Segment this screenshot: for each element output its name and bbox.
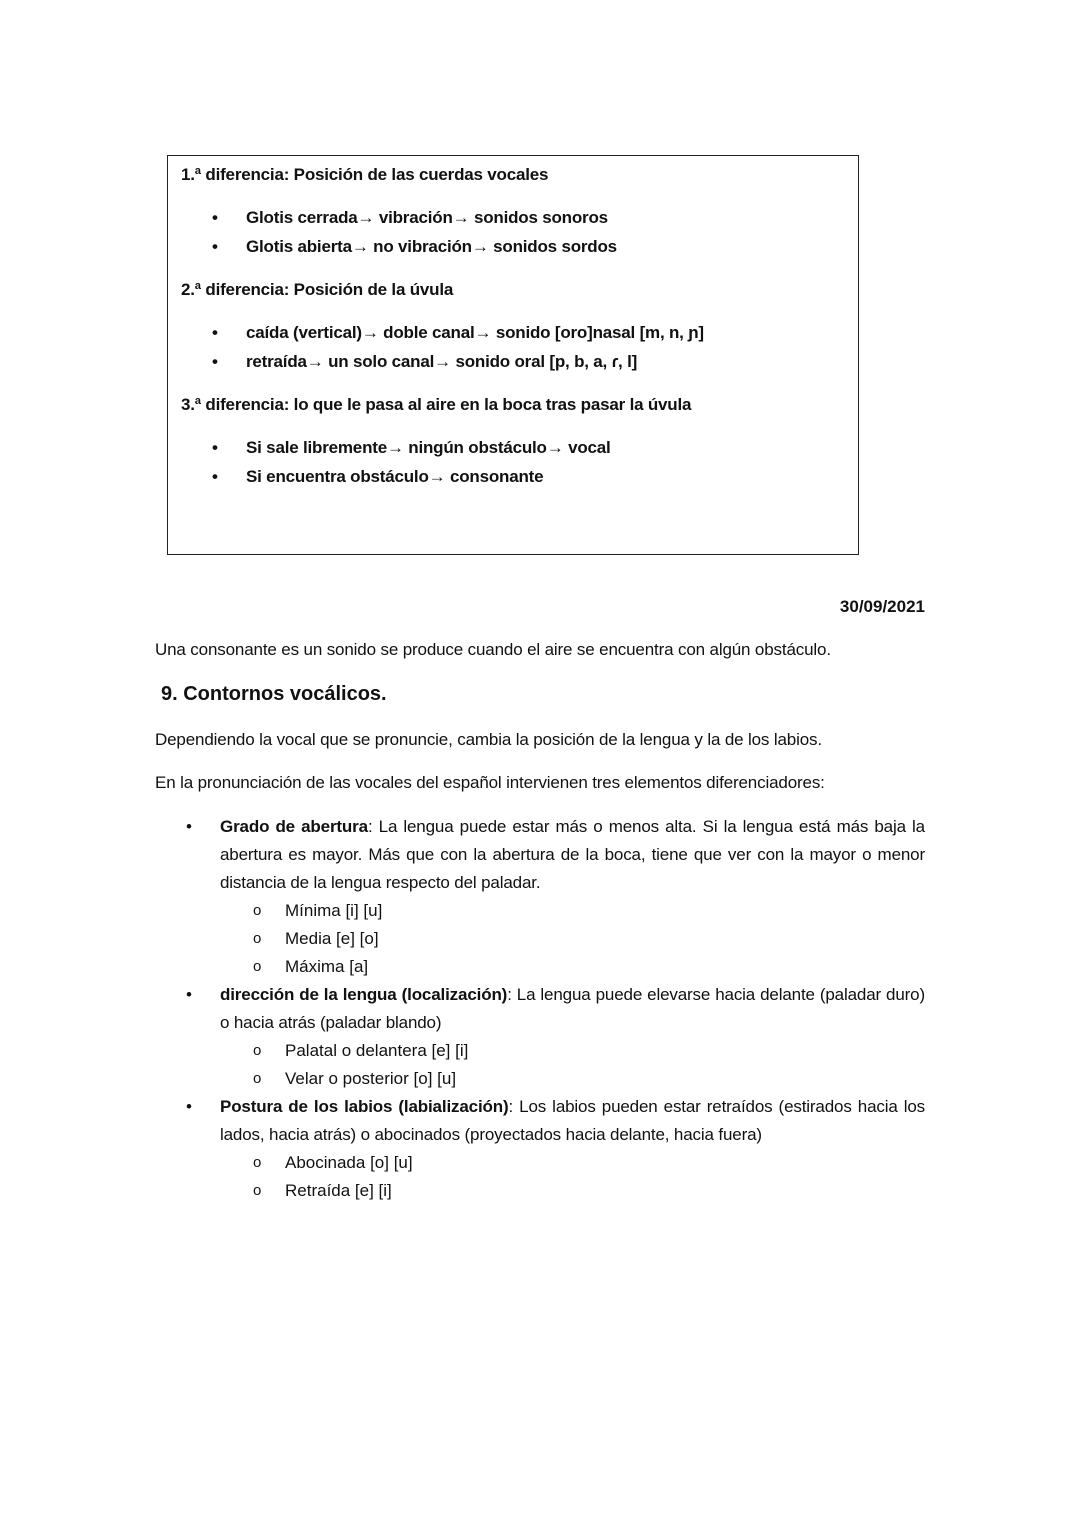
bullet-icon: • (186, 985, 192, 1004)
date: 30/09/2021 (839, 597, 925, 616)
section-title: 9. Contornos vocálicos. (161, 683, 387, 705)
intro-paragraph-2: En la pronunciación de las vocales del español intervienen tres elementos diferenciadores: (155, 773, 825, 792)
sub-item: o Retraída [e] [i] (155, 1177, 925, 1205)
bullet-icon: • (212, 323, 218, 342)
bullet-icon: • (212, 352, 218, 371)
differences-box: 1.ª diferencia: Posición de las cuerdas vocales • Glotis cerrada→ vibración→ sonidos sonoros • Glotis abierta→ no vibración→ sonidos sordos 2.ª diferencia: Posición de la úvula • caída (vertical)→ doble canal→ sonido [oro]nasal [m, n, ɲ] • retraída→ un solo canal→ sonido oral [p, b, a, ɾ, l] 3.ª diferencia: lo que le pasa al aire en la boca tras pasar la úvula • Si sale libremente→ ningún obstáculo→ vocal • Si encuentra obstáculo→ consonante (167, 155, 859, 555)
circle-bullet-icon: o (253, 1042, 262, 1059)
vowel-features-list (155, 813, 925, 1205)
list-item: • Grado de abertura: La lengua puede estar más o menos alta. Si la lengua está más baja la abertura es mayor. Más que con la abertura de la boca, tiene que ver con la mayor o menor distancia de la lengua respecto del paladar. (155, 813, 925, 897)
bullet-icon: • (212, 208, 218, 227)
circle-bullet-icon: o (253, 930, 262, 947)
circle-bullet-icon: o (253, 902, 262, 919)
sub-item: o Máxima [a] (155, 953, 925, 981)
bullet-icon: • (186, 817, 192, 836)
box-heading-1: 1.ª diferencia: Posición de las cuerdas vocales (181, 165, 549, 184)
box-heading-3: 3.ª diferencia: lo que le pasa al aire en la boca tras pasar la úvula (181, 395, 692, 414)
definition-paragraph: Una consonante es un sonido se produce cuando el aire se encuentra con algún obstáculo. (155, 640, 831, 659)
sub-item: o Abocinada [o] [u] (155, 1149, 925, 1177)
bullet-icon: • (212, 467, 218, 486)
intro-paragraph-1: Dependiendo la vocal que se pronuncie, cambia la posición de la lengua y la de los labios. (155, 730, 822, 749)
list-item: • dirección de la lengua (localización): La lengua puede elevarse hacia delante (paladar duro) o hacia atrás (paladar blando) (155, 981, 925, 1037)
box-heading-2: 2.ª diferencia: Posición de la úvula (181, 280, 454, 299)
sub-item: o Media [e] [o] (155, 925, 925, 953)
sub-item: o Mínima [i] [u] (155, 897, 925, 925)
sub-item: o Palatal o delantera [e] [i] (155, 1037, 925, 1065)
bullet-icon: • (212, 438, 218, 457)
circle-bullet-icon: o (253, 1070, 262, 1087)
bullet-icon: • (212, 237, 218, 256)
circle-bullet-icon: o (253, 1154, 262, 1171)
sub-item: o Velar o posterior [o] [u] (155, 1065, 925, 1093)
circle-bullet-icon: o (253, 1182, 262, 1199)
circle-bullet-icon: o (253, 958, 262, 975)
bullet-icon: • (186, 1097, 192, 1116)
list-item: • Postura de los labios (labialización): Los labios pueden estar retraídos (estirados hacia los lados, hacia atrás) o abocinados (proyectados hacia delante, hacia fuera) (155, 1093, 925, 1149)
